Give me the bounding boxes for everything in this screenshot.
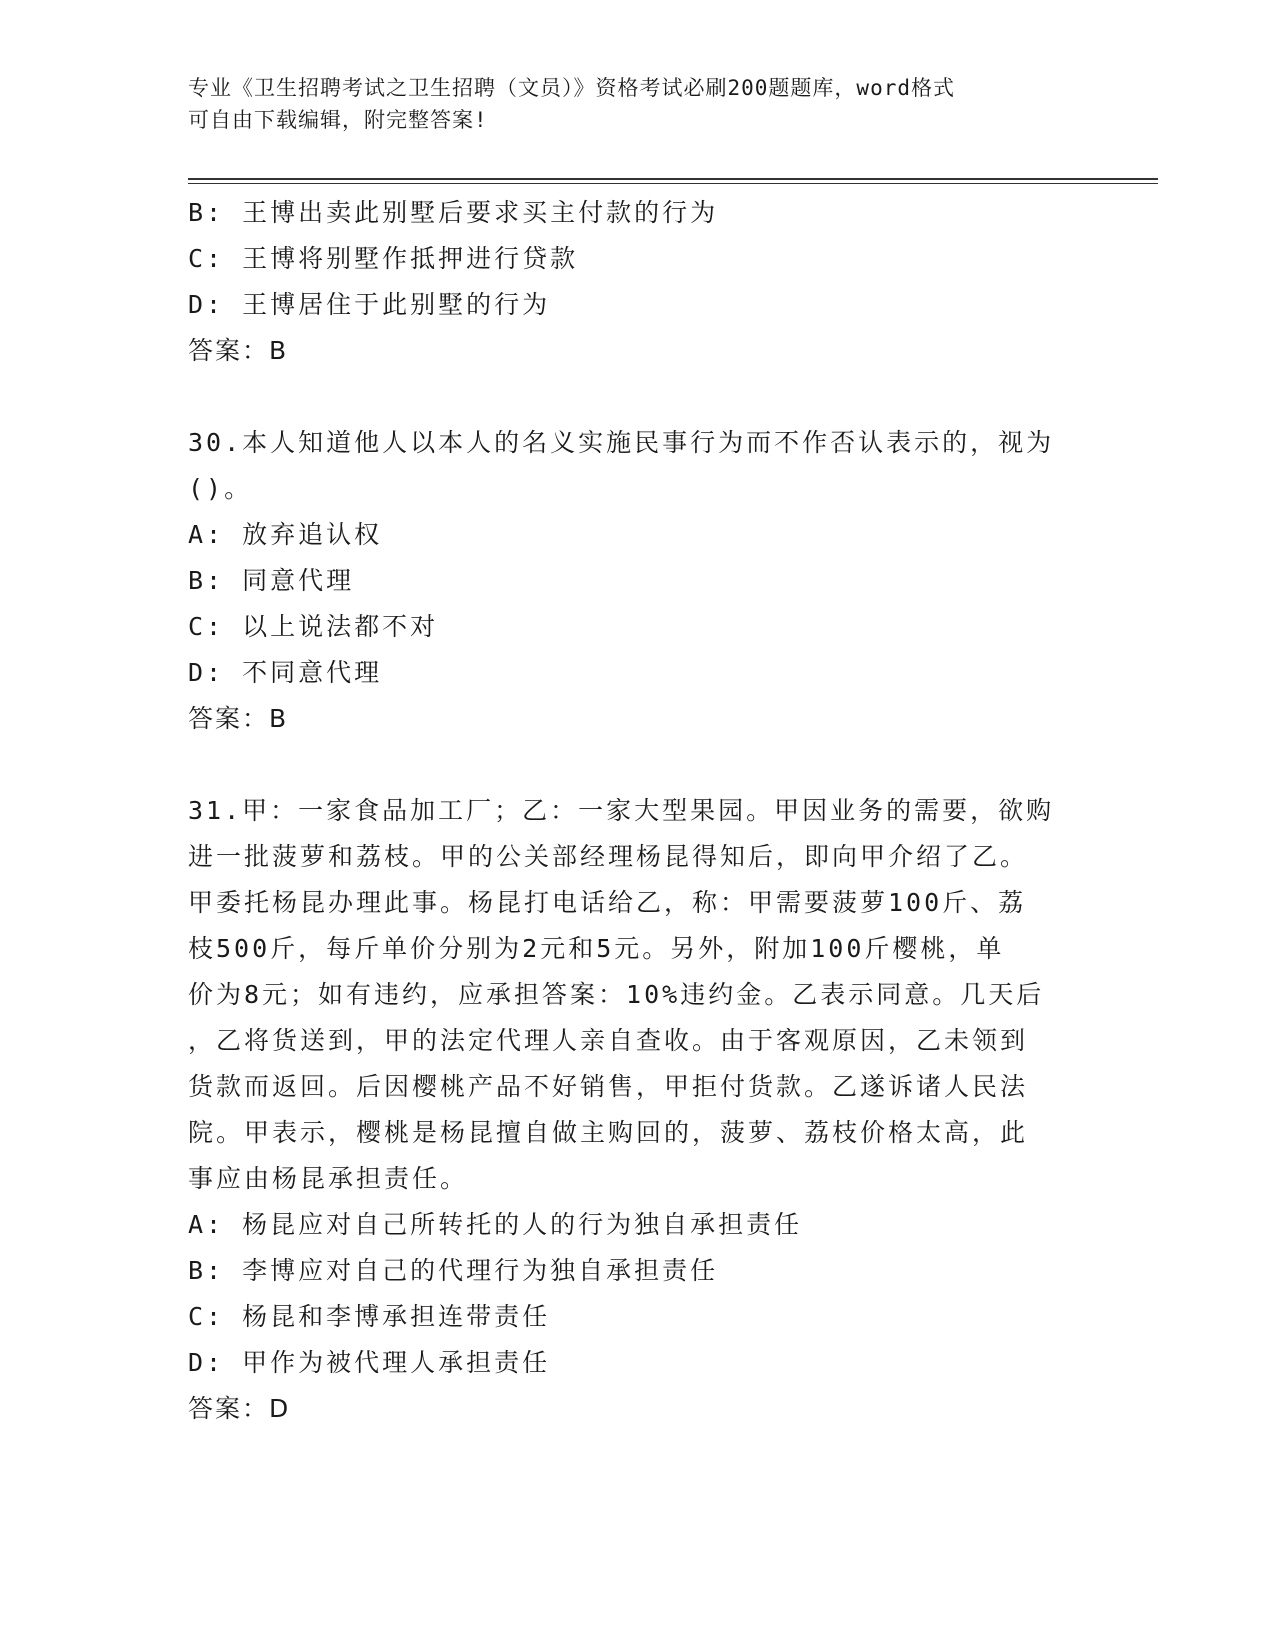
q31-stem-line: 进一批菠萝和荔枝。甲的公关部经理杨昆得知后，即向甲介绍了乙。 (188, 842, 1029, 871)
q31-stem-line: 院。甲表示，樱桃是杨昆擅自做主购回的，菠萝、荔枝价格太高，此 (188, 1118, 1029, 1147)
question-30 (188, 420, 1078, 742)
header-divider-thick (188, 178, 1158, 180)
document-header (188, 72, 1088, 136)
question-29 (188, 190, 1078, 374)
q31-stem-line: 事应由杨昆承担责任。 (188, 1164, 469, 1193)
spacer (188, 374, 1078, 420)
q31-option-d: D: 甲作为被代理人承担责任 (188, 1348, 551, 1377)
q30-option-b: B: 同意代理 (188, 566, 355, 595)
q31-stem-line: 价为8元；如有违约，应承担答案：10%违约金。乙表示同意。几天后 (188, 980, 1045, 1009)
header-line-1: 专业《卫生招聘考试之卫生招聘（文员）》资格考试必刷200题题库，word格式 (188, 76, 955, 100)
spacer (188, 742, 1078, 788)
q31-option-a: A: 杨昆应对自己所转托的人的行为独自承担责任 (188, 1210, 803, 1239)
q31-stem-line: 枝500斤，每斤单价分别为2元和5元。另外，附加100斤樱桃，单 (188, 934, 1005, 963)
q31-stem-line: ，乙将货送到，甲的法定代理人亲自查收。由于客观原因，乙未领到 (188, 1026, 1029, 1055)
q31-option-b: B: 李博应对自己的代理行为独自承担责任 (188, 1256, 719, 1285)
q29-option-b: B: 王博出卖此别墅后要求买主付款的行为 (188, 198, 719, 227)
q31-stem-line: 货款而返回。后因樱桃产品不好销售，甲拒付货款。乙遂诉诸人民法 (188, 1072, 1029, 1101)
q31-answer: 答案：D (188, 1394, 291, 1423)
header-divider-thin (188, 183, 1158, 184)
q30-option-c: C: 以上说法都不对 (188, 612, 439, 641)
q30-stem-line-1: 30.本人知道他人以本人的名义实施民事行为而不作否认表示的，视为 (188, 428, 1055, 457)
q29-option-c: C: 王博将别墅作抵押进行贷款 (188, 244, 579, 273)
q31-option-c: C: 杨昆和李博承担连带责任 (188, 1302, 551, 1331)
header-line-2: 可自由下载编辑，附完整答案! (188, 108, 488, 132)
question-content (188, 190, 1078, 1432)
q30-answer: 答案：B (188, 704, 289, 733)
q30-option-a: A: 放弃追认权 (188, 520, 383, 549)
q31-stem-line: 31.甲：一家食品加工厂；乙：一家大型果园。甲因业务的需要，欲购 (188, 796, 1055, 825)
q29-option-d: D: 王博居住于此别墅的行为 (188, 290, 551, 319)
q31-stem-line: 甲委托杨昆办理此事。杨昆打电话给乙，称：甲需要菠萝100斤、荔 (188, 888, 1027, 917)
q30-option-d: D: 不同意代理 (188, 658, 383, 687)
q29-answer: 答案：B (188, 336, 289, 365)
question-31 (188, 788, 1078, 1432)
q30-stem-line-2: ()。 (188, 474, 253, 503)
